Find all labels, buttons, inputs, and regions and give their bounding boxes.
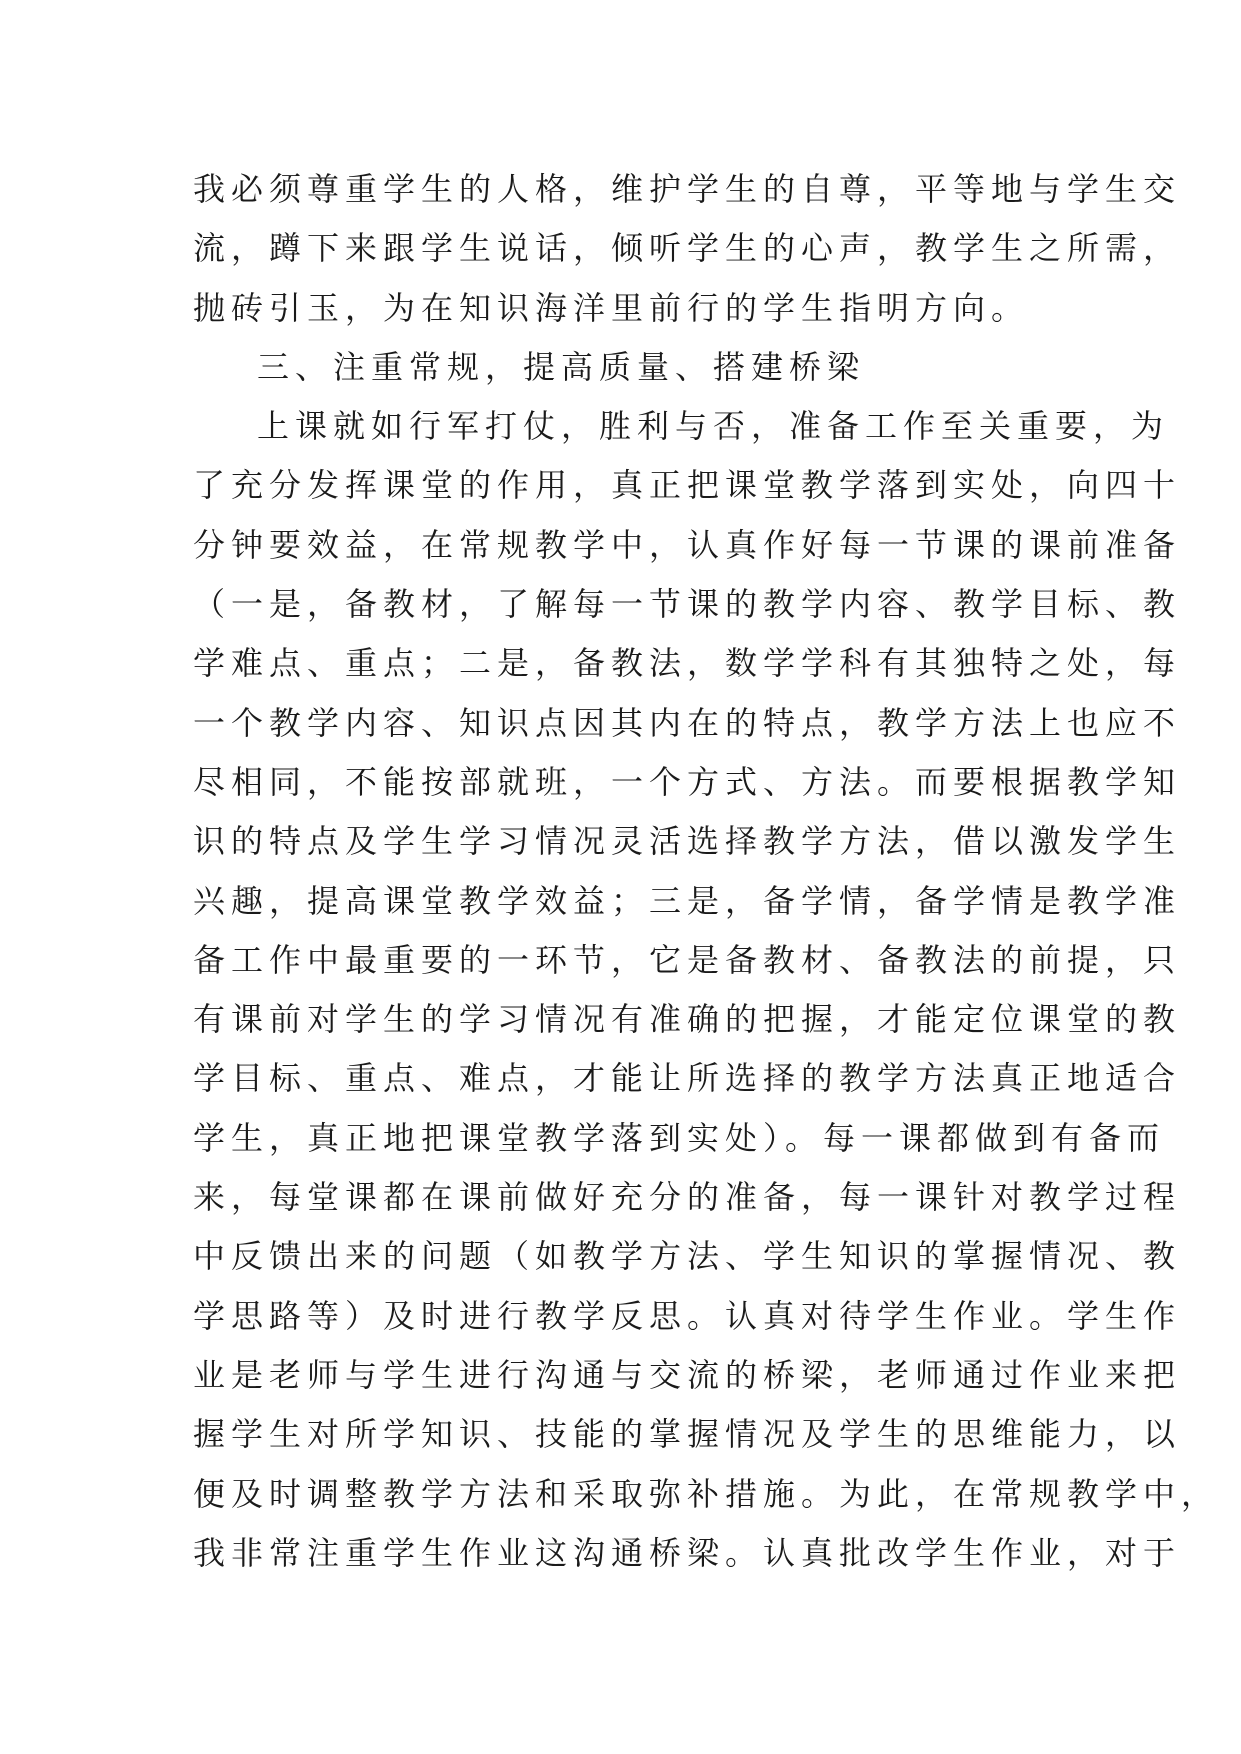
text-line: 学难点、重点；二是，备教法，数学学科有其独特之处，每 [193,644,1182,683]
text-line: 我非常注重学生作业这沟通桥梁。认真批改学生作业，对于 [193,1533,1182,1572]
text-line: 便及时调整教学方法和采取弥补措施。为此，在常规教学中， [193,1474,1220,1513]
text-line: 我必须尊重学生的人格，维护学生的自尊，平等地与学生交 [193,170,1182,208]
text-line: 抛砖引玉，为在知识海洋里前行的学生指明方向。 [193,288,1030,327]
text-line: 来，每堂课都在课前做好充分的准备，每一课针对教学过程 [193,1178,1182,1217]
text-line: 一个教学内容、知识点因其内在的特点，教学方法上也应不 [193,703,1182,742]
text-line: 学生，真正地把课堂教学落到实处）。每一课都做到有备而 [193,1118,1166,1157]
text-line: （一是，备教材，了解每一节课的教学内容、教学目标、教 [193,585,1182,624]
paragraph-first-line: 上课就如行军打仗，胜利与否，准备工作至关重要，为 [257,407,1170,446]
text-line: 尽相同，不能按部就班，一个方式、方法。而要根据教学知 [193,762,1182,801]
text-line: 了充分发挥课堂的作用，真正把课堂教学落到实处，向四十 [193,466,1182,505]
text-line: 业是老师与学生进行沟通与交流的桥梁，老师通过作业来把 [193,1355,1182,1394]
text-line: 学思路等）及时进行教学反思。认真对待学生作业。学生作 [193,1296,1182,1335]
text-line: 识的特点及学生学习情况灵活选择教学方法，借以激发学生 [193,822,1182,861]
text-line: 兴趣，提高课堂教学效益；三是，备学情，备学情是教学准 [193,881,1182,920]
text-line: 备工作中最重要的一环节，它是备教材、备教法的前提，只 [193,940,1182,979]
section-heading: 三、注重常规，提高质量、搭建桥梁 [257,347,866,386]
text-line: 分钟要效益，在常规教学中，认真作好每一节课的课前准备 [193,525,1182,564]
text-line: 学目标、重点、难点，才能让所选择的教学方法真正地适合 [193,1059,1182,1098]
text-line: 握学生对所学知识、技能的掌握情况及学生的思维能力，以 [193,1415,1182,1454]
text-line: 流，蹲下来跟学生说话，倾听学生的心声，教学生之所需， [193,229,1182,268]
text-line: 中反馈出来的问题（如教学方法、学生知识的掌握情况、教 [193,1237,1182,1276]
text-line: 有课前对学生的学习情况有准确的把握，才能定位课堂的教 [193,1000,1182,1039]
body-text [193,160,1220,1583]
